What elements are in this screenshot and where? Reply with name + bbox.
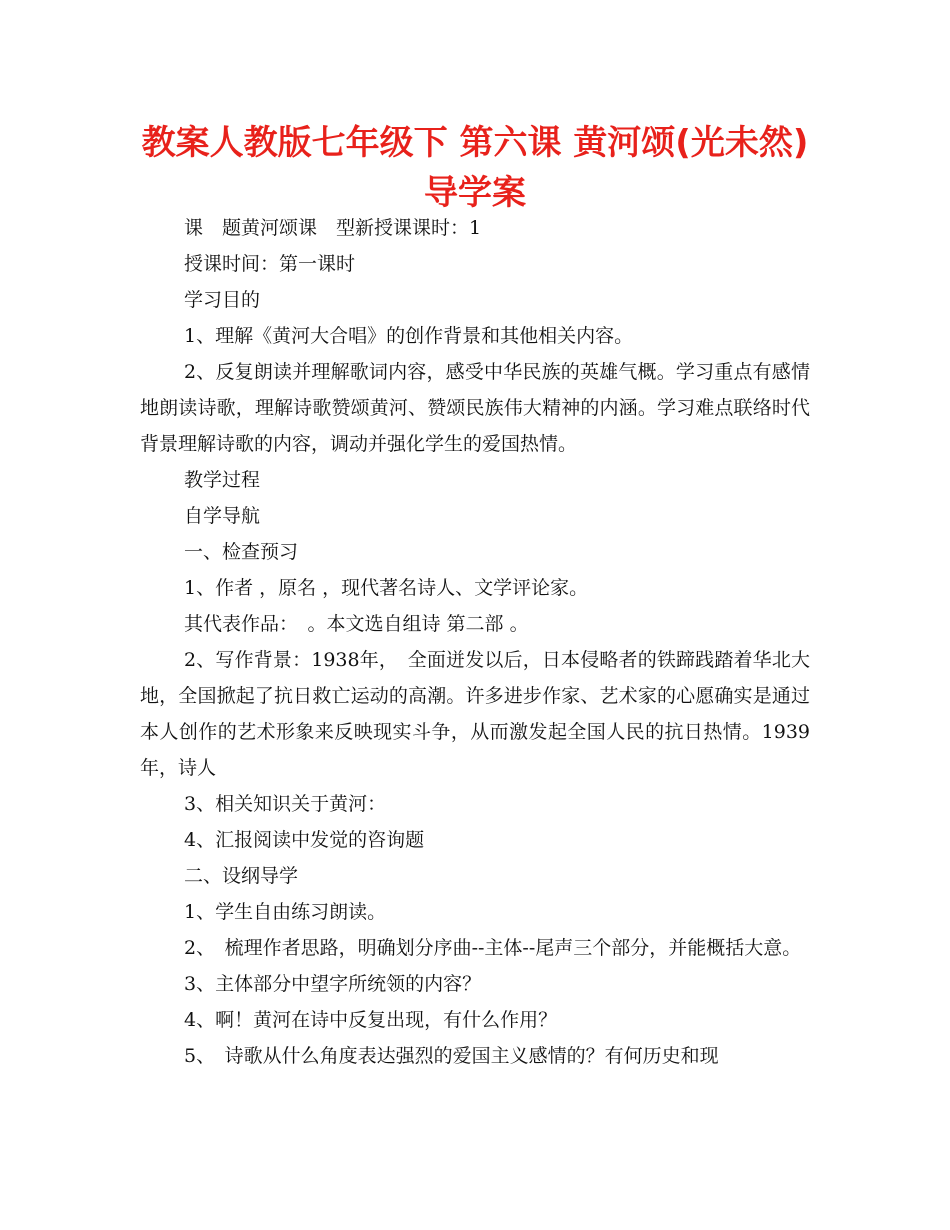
paragraph-questions-report: 4、汇报阅读中发觉的咨询题: [184, 829, 425, 851]
paragraph-step-4: 4、啊！黄河在诗中反复出现，有什么作用？: [184, 1009, 558, 1031]
paragraph-lesson-time: 授课时间：第一课时: [184, 253, 356, 275]
paragraph-step-5: 5、 诗歌从什么角度表达强烈的爱国主义感情的？有何历史和现: [184, 1045, 719, 1067]
heading-preview-check: 一、检查预习: [184, 541, 299, 563]
paragraph-step-2: 2、 梳理作者思路，明确划分序曲--主体--尾声三个部分，并能概括大意。: [184, 937, 802, 959]
paragraph-goal-1: 1、理解《黄河大合唱》的创作背景和其他相关内容。: [184, 325, 634, 347]
paragraph-course-info: 课 题黄河颂课 型新授课课时：1: [184, 217, 482, 239]
heading-learning-goals: 学习目的: [184, 289, 261, 311]
paragraph-goal-2: 2、反复朗读并理解歌词内容，感受中华民族的英雄气概。学习重点有感情地朗读诗歌，理解诗歌赞颂黄河、赞颂民族伟大精神的内涵。学习难点联络时代背景理解诗歌的内容，调动并强化学生的爱国热情。: [140, 361, 810, 455]
paragraph-works: 其代表作品： 。本文选自组诗 第二部 。: [184, 613, 529, 635]
document-title: 教案人教版七年级下 第六课 黄河颂(光未然)导学案: [141, 123, 809, 213]
paragraph-author: 1、作者 ，原名 ，现代著名诗人、文学评论家。: [184, 577, 589, 599]
paragraph-step-3: 3、主体部分中望字所统领的内容？: [184, 973, 482, 995]
paragraph-background: 2、写作背景：1938年， 全面迸发以后，日本侵略者的铁蹄践踏着华北大地，全国掀起了抗日救亡运动的高潮。许多进步作家、艺术家的心愿确实是通过本人创作的艺术形象来反映现实斗争，从而激发起全国人民的抗日热情。1939年，诗人: [140, 649, 810, 779]
paragraph-step-1: 1、学生自由练习朗读。: [184, 901, 387, 923]
heading-teaching-process: 教学过程: [184, 469, 261, 491]
paragraph-related-knowledge: 3、相关知识关于黄河：: [184, 793, 387, 815]
heading-self-study: 自学导航: [184, 505, 261, 527]
heading-guided-study: 二、设纲导学: [184, 865, 299, 887]
document-body: [140, 210, 810, 1074]
